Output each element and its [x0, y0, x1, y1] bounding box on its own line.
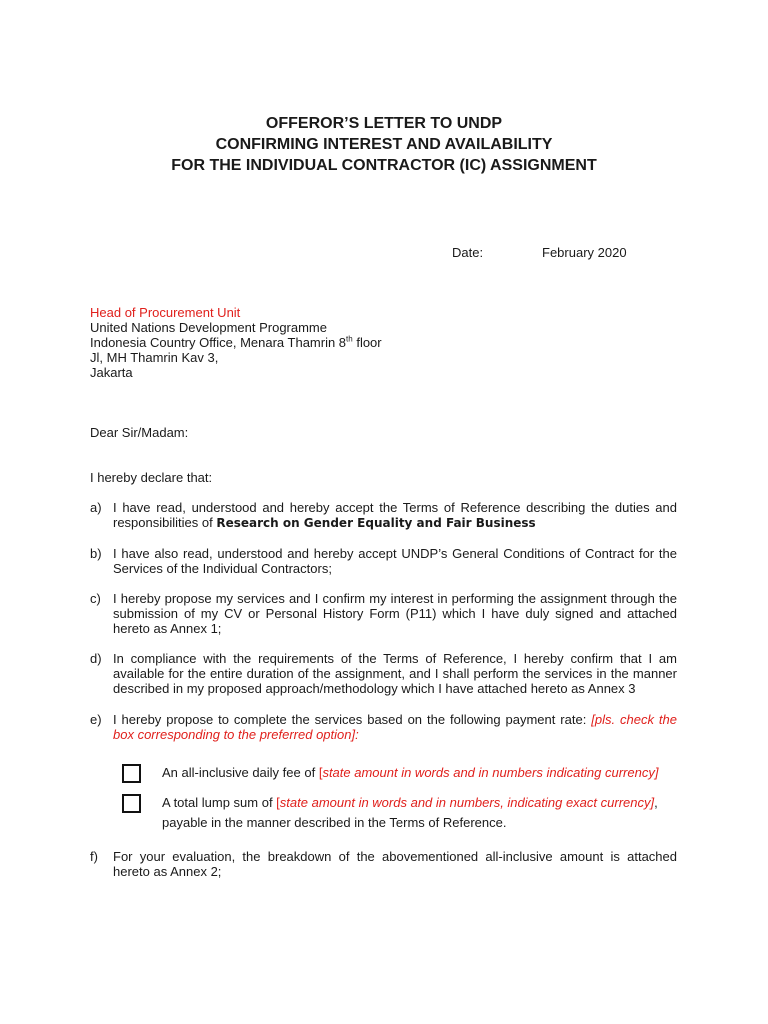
title-line-1: OFFEROR’S LETTER TO UNDP [265, 115, 503, 132]
item-a-bold: Research on Gender Equality and Fair Business [216, 516, 536, 530]
item-letter: b) [90, 546, 102, 561]
item-e-text: I hereby propose to complete the services based on the following payment rate: [113, 712, 592, 727]
item-c-text: I hereby propose my services and I confirm my interest in performing the assignment through the submission of my CV or Personal History Form (P11) which I have duly signed and attached hereto as Annex 1; [113, 591, 677, 636]
item-text [113, 712, 677, 742]
salutation: Dear Sir/Madam: [90, 425, 189, 440]
item-e-instruction: [pls. check the box corresponding to the preferred option]: [113, 712, 677, 742]
declaration-item-f [90, 849, 677, 879]
item-letter: e) [90, 712, 102, 727]
address-line-2: United Nations Development Programme [90, 320, 327, 335]
item-text [113, 500, 677, 531]
lump-sum-suffix: , [654, 795, 658, 810]
letter-title [0, 113, 768, 176]
address-line-3-main: Indonesia Country Office, Menara Thamrin 8 [90, 335, 347, 350]
lump-sum-line-1 [162, 795, 658, 810]
address-line-3-end: floor [352, 335, 382, 350]
declaration-item-e [90, 712, 677, 742]
item-f-text: For your evaluation, the breakdown of the abovementioned all-inclusive amount is attached hereto as Annex 2; [113, 849, 677, 879]
declaration-item-c [90, 591, 677, 636]
option-text [162, 763, 658, 783]
item-letter: c) [90, 591, 101, 606]
item-a-text: I have read, understood and hereby accept the Terms of Reference describing the duties and responsibilities of [113, 500, 677, 530]
recipient-address [90, 305, 382, 380]
date-label: Date: [452, 245, 484, 260]
item-letter: d) [90, 651, 102, 666]
item-b-text: I have also read, understood and hereby accept UNDP’s General Conditions of Contract for the Services of the Individual Contractors; [113, 546, 677, 576]
lump-sum-prefix: A total lump sum of [162, 795, 277, 810]
lump-sum-line-2: payable in the manner described in the Terms of Reference. [162, 815, 507, 830]
date-value: February 2020 [542, 245, 627, 260]
daily-fee-placeholder: state amount in words and in numbers indicating currency] [322, 765, 659, 780]
daily-fee-prefix: An all-inclusive daily fee of [162, 765, 319, 780]
address-line-5: Jakarta [90, 365, 133, 380]
item-letter: f) [90, 849, 98, 864]
daily-fee-checkbox[interactable] [122, 764, 141, 783]
lump-sum-checkbox[interactable] [122, 794, 141, 813]
declaration-item-d [90, 651, 677, 696]
option-daily-fee[interactable] [122, 763, 658, 783]
declaration-item-a [90, 500, 677, 531]
declaration-intro: I hereby declare that: [90, 470, 213, 485]
item-d-text: In compliance with the requirements of the Terms of Reference, I hereby confirm that I am available for the entire duration of the assignment, and I shall perform the services in the manner described in my proposed approach/methodology which I have attached hereto as Annex 3 [113, 651, 677, 696]
option-lump-sum[interactable] [122, 793, 658, 833]
item-letter: a) [90, 500, 102, 515]
title-line-2: CONFIRMING INTEREST AND AVAILABILITY [215, 136, 553, 153]
title-line-3: FOR THE INDIVIDUAL CONTRACTOR (IC) ASSIGNMENT [171, 157, 597, 174]
daily-fee-bracket: [ [318, 765, 323, 780]
address-line-3 [90, 335, 382, 350]
declaration-item-b [90, 546, 677, 576]
address-line-1: Head of Procurement Unit [90, 305, 241, 320]
address-line-4: Jl, MH Thamrin Kav 3, [90, 350, 219, 365]
lump-sum-bracket: [ [276, 795, 280, 810]
lump-sum-placeholder: state amount in words and in numbers, indicating exact currency] [279, 795, 655, 810]
address-line-3-sup: th [346, 334, 353, 344]
option-text [162, 793, 658, 833]
